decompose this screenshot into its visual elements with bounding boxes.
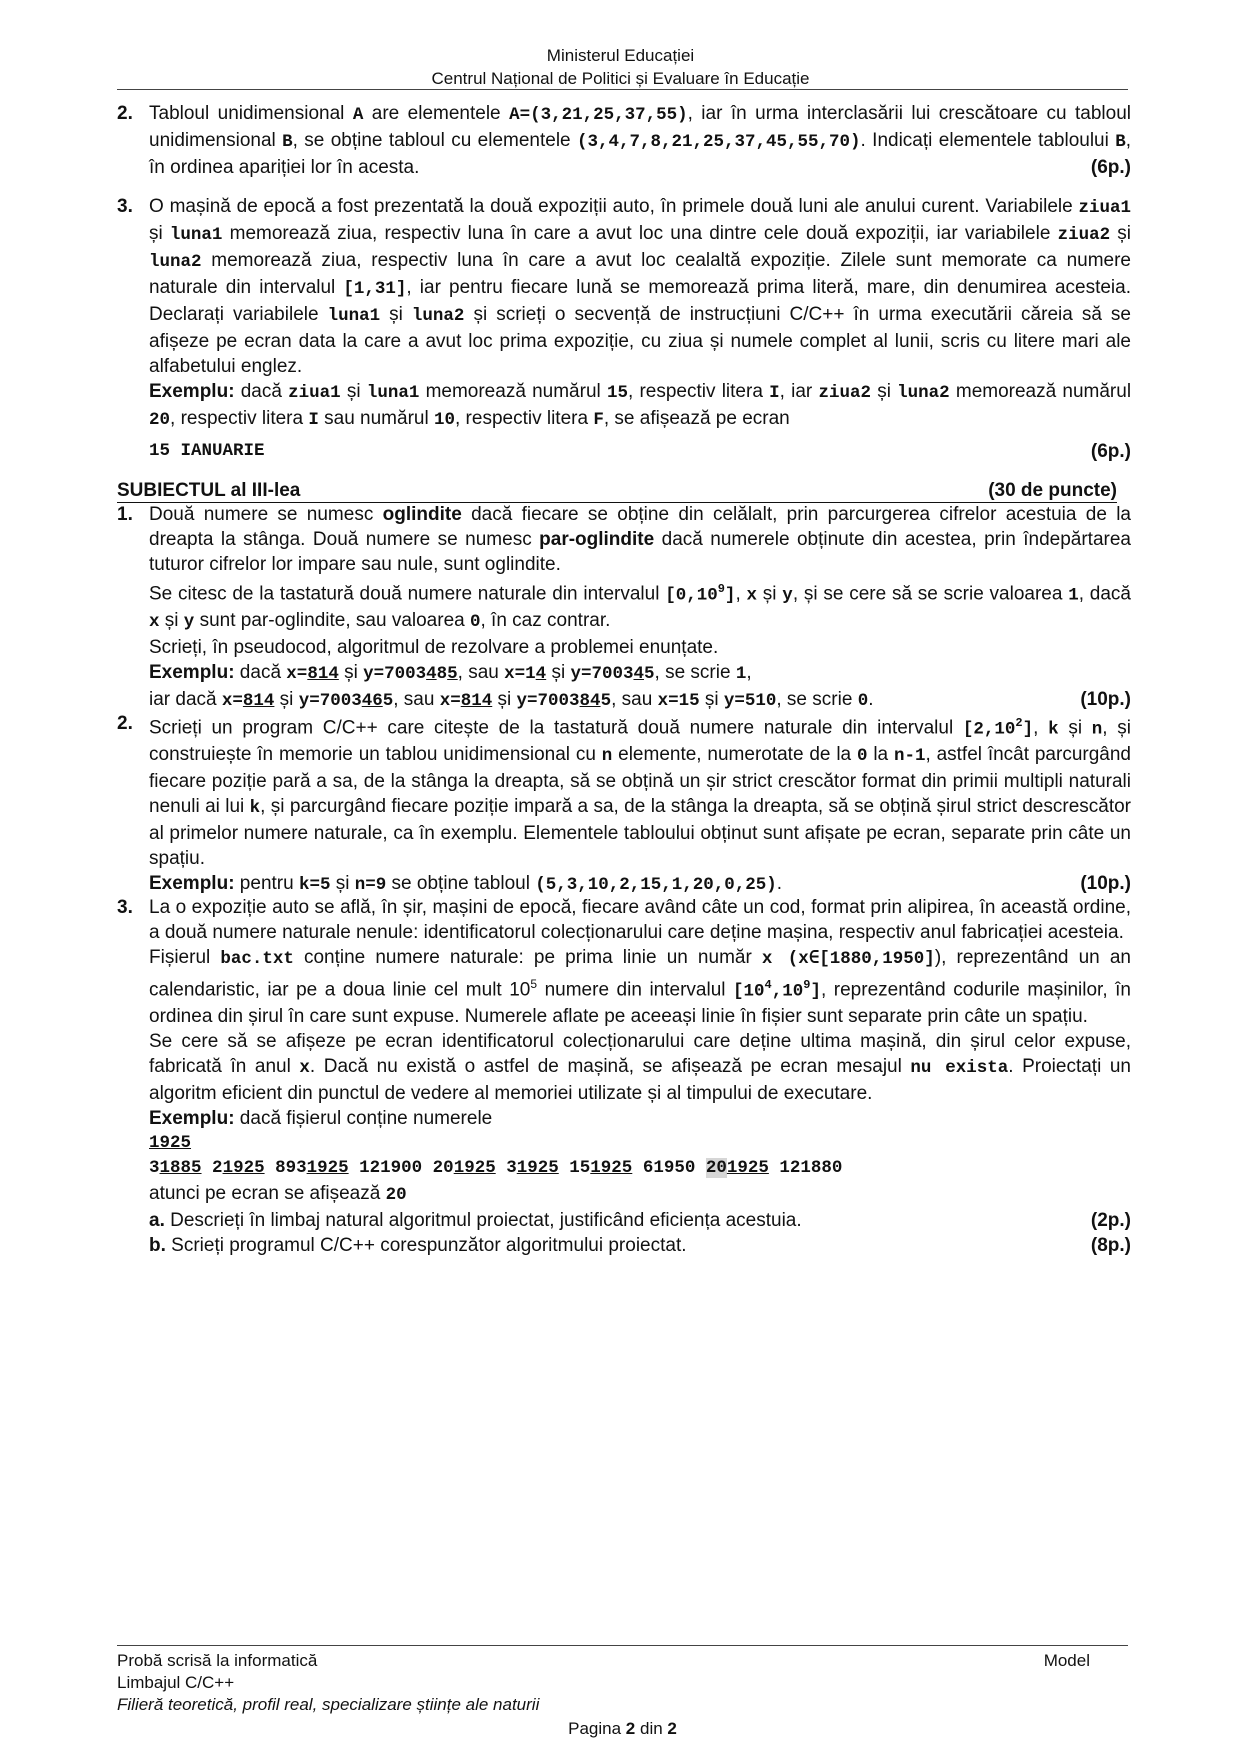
file-line-2: [149, 1156, 1131, 1181]
points: (2p.): [1090, 1210, 1131, 1232]
points: (6p.): [1090, 157, 1131, 178]
question-number: 3.: [117, 897, 133, 918]
question-3-2: [117, 711, 1131, 898]
page-number: Pagina 2 din 2: [568, 1719, 677, 1738]
footer-track: Filieră teoretică, profil real, specializare științe ale naturii: [117, 1695, 540, 1714]
subject-3-title: [117, 480, 1117, 503]
question-text: O mașină de epocă a fost prezentată la două expoziții auto, în primele două luni ale anului curent. Variabilele ziua1 și luna1 memorează ziua, respectiv luna în care a avut loc una dintre cele două expoziții, iar variabilele ziua2 și luna2 memorează ziua, respectiv luna în care a avut loc cealaltă expoziție. Zilele sunt memorate ca numere naturale din intervalul [1,31], iar pentru fiecare lună se memorează prima literă, mare, din denumirea acesteia. Declarați variabilele luna1 și luna2 și scrieți o secvență de instrucțiuni C/C++ în urma executării căreia să se afișeze pe ecran data la care a avut loc prima expoziție, cu ziua și numele complet al lunii, scris cu litere mari ale alfabetului englez. Exemplu: dacă ziua1 și luna1 memorează numărul 15, respectiv litera I, iar ziua2 și luna2 memorează numărul 20, respectiv litera I sau numărul 10, respectiv litera F, se afișează pe ecran 15 IANUARIE (6p.): [149, 196, 1132, 462]
car-code: 31885: [149, 1158, 202, 1179]
car-code: 61950: [642, 1158, 696, 1179]
question-number: 2.: [117, 103, 133, 124]
question-text: Scrieți un program C/C++ care citește de la tastatură două numere naturale din intervalul [2,10$^2$], k și n, și construiește în memorie un tablou unidimensional cu n elemente, numerotate de la 0 la n-1, astfel încât parcurgând fiecare poziție pară a sa, de la stânga la dreapta, să se obțină un șir strict crescător format din primii multipli naturali nenuli ai lui k, și parcurgând fiecare poziție impară a sa, de la stânga la dreapta, să se obțină șirul strict descrescător al primelor numere naturale, ca în exemplu. Elementele tabloului obținut sunt afișate pe ecran, separate prin câte un spațiu. Exemplu: pentru k=5 și n=9 se obține tabloul (5,3,10,2,15,1,20,0,25). (10p.): [149, 711, 1131, 898]
points: (6p.): [1090, 441, 1131, 462]
header-divider: [117, 89, 1128, 90]
car-code: 201925: [432, 1158, 496, 1179]
file-line-1: 1925: [149, 1133, 192, 1154]
footer-model: Model: [1043, 1651, 1090, 1670]
car-code: 201925: [705, 1158, 769, 1179]
question-text: Tabloul unidimensional A are elementele A=(3,21,25,37,55), iar în urma interclasării lui crescătoare cu tabloul unidimensional B, se obține tabloul cu elementele (3,4,7,8,21,25,37,45,55,70). Indicați elementele tabloului B, în ordinea apariției lor în acesta. (6p.): [149, 103, 1132, 178]
car-code: 121900: [359, 1158, 423, 1179]
car-code: 121880: [779, 1158, 843, 1179]
car-code: 8931925: [275, 1158, 349, 1179]
example-output: 15 IANUARIE: [149, 441, 265, 461]
question-text: Două numere se numesc oglindite dacă fiecare se obține din celălalt, prin parcurgerea cifrelor acestuia de la dreapta la stânga. Două numere se numesc par-oglindite dacă numerele obținute din acestea, prin îndepărtarea tuturor cifrelor lor impare sau nule, sunt oglindite. Se citesc de la tastatură două numere naturale din intervalul [0,10$^9$], x și y, și se cere să se scrie valoarea 1, dacă x și y sunt par-oglindite, sau valoarea 0, în caz contrar. Scrieți, în pseudocod, algoritmul de rezolvare a problemei enunțate. Exemplu: dacă x=814 și y=7003485, sau x=14 și y=700345, se scrie 1, iar dacă x=814 și y=7003465, sau x=814 și y=7003845, sau x=15 și y=510, se scrie 0. (10p.): [149, 502, 1131, 714]
question-number: 2.: [117, 713, 133, 734]
car-code: 21925: [212, 1158, 265, 1179]
points: (10p.): [1080, 873, 1131, 895]
subject-points: (30 de puncte): [988, 480, 1117, 501]
car-code: 151925: [569, 1158, 633, 1179]
ministry-name: Ministerul Educației: [546, 46, 695, 65]
subpoint-b: b. Scrieți programul C/C++ corespunzător algoritmului proiectat. (8p.): [149, 1235, 1131, 1257]
points: (8p.): [1090, 1235, 1131, 1257]
footer-exam: Probă scrisă la informatică: [117, 1651, 318, 1670]
example-output: 20: [385, 1185, 407, 1206]
subject-title: SUBIECTUL al III-lea: [117, 480, 301, 501]
page-footer: [117, 1650, 1128, 1740]
question-number: 3.: [117, 196, 133, 217]
page-header: [0, 44, 1241, 90]
question-number: 1.: [117, 504, 133, 525]
subpoint-a: a. Descrieți în limbaj natural algoritmul proiectat, justificând eficiența acestuia. (2p.): [149, 1210, 1131, 1232]
car-code: 31925: [506, 1158, 559, 1179]
footer-language: Limbajul C/C++: [117, 1673, 235, 1692]
question-3-3: [117, 895, 1131, 1258]
points: (10p.): [1080, 689, 1131, 711]
question-2-2: [117, 101, 1131, 180]
question-text: La o expoziție auto se află, în șir, mașini de epocă, fiecare având câte un cod, format prin alipirea, în această ordine, a două numere naturale nenule: identificatorul colecționarului care deține mașina, respectiv anul fabricației acesteia. Fișierul bac.txt conține numere naturale: pe prima linie un număr x (x∈[1880,1950]), reprezentând un an calendaristic, iar pe a doua linie cel mult $10^5$ numere din intervalul $[10^4,10^9]$, reprezentând codurile mașinilor, în ordinea din șirul în care sunt expuse. Numerele aflate pe aceeași linie în fișier sunt separate prin câte un spațiu. Se cere să se afișeze pe ecran identificatorul colecționarului care deține ultima mașină, din șirul celor expuse, fabricată în anul x. Dacă nu există o astfel de mașină, se afișează pe ecran mesajul nu exista. Proiectați un algoritm eficient din punctul de vedere al memoriei utilizate și al timpului de executare. Exemplu: dacă fișierul conține numerele 1925 31885 21925 8931925 121900 201925 31925 151925 61950 201925 121880 atunci pe ecran se afișează 20 a. Descrieți în limbaj natural algoritmul proiectat, justificând eficiența acestuia. (2p.) b. Scrieți programul C/C++ corespunzător algoritmului proiectat. (8p.): [149, 897, 1132, 1257]
footer-divider: [117, 1645, 1128, 1646]
question-2-3: [117, 194, 1131, 464]
center-name: Centrul Național de Politici și Evaluare în Educație: [431, 69, 810, 88]
question-3-1: [117, 502, 1131, 714]
